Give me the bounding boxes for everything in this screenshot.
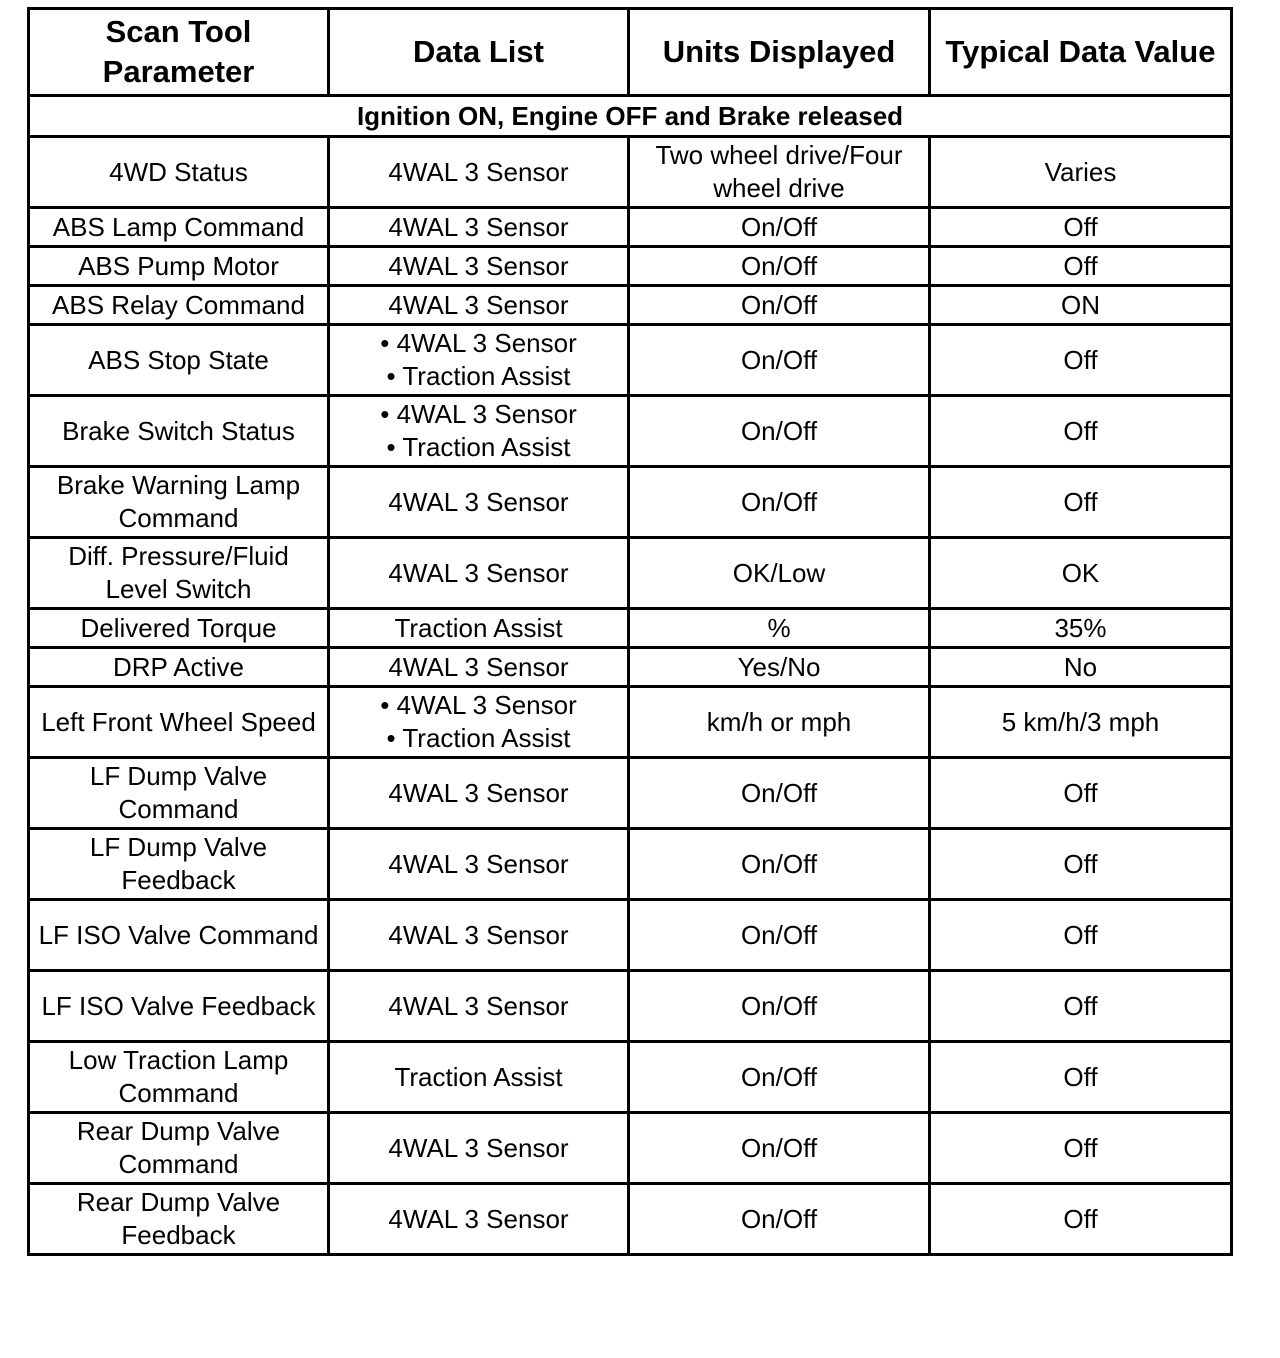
cell-parameter: LF Dump Valve Feedback xyxy=(29,829,329,900)
table-row xyxy=(29,325,1232,396)
table-row xyxy=(29,286,1232,325)
data-list-item: Traction Assist xyxy=(394,1061,563,1092)
data-list-item: 4WAL 3 Sensor xyxy=(388,651,569,682)
cell-units: On/Off xyxy=(629,1113,930,1184)
cell-parameter: DRP Active xyxy=(29,648,329,687)
data-list-item: 4WAL 3 Sensor xyxy=(388,919,569,950)
cell-data-list xyxy=(329,137,629,208)
cell-typical-value: Off xyxy=(930,1042,1232,1113)
data-list-item: 4WAL 3 Sensor xyxy=(388,156,569,187)
cell-data-list xyxy=(329,208,629,247)
data-list-item: 4WAL 3 Sensor xyxy=(388,777,569,808)
data-list-item: 4WAL 3 Sensor xyxy=(388,289,569,320)
header-row xyxy=(29,9,1232,96)
table-row xyxy=(29,1184,1232,1255)
cell-data-list xyxy=(329,1184,629,1255)
cell-typical-value: Off xyxy=(930,467,1232,538)
data-list-item: Traction Assist xyxy=(394,612,563,643)
cell-data-list xyxy=(329,396,629,467)
cell-parameter: ABS Stop State xyxy=(29,325,329,396)
table-row xyxy=(29,648,1232,687)
cell-units: km/h or mph xyxy=(629,687,930,758)
cell-parameter: ABS Pump Motor xyxy=(29,247,329,286)
cell-data-list xyxy=(329,971,629,1042)
cell-typical-value: Off xyxy=(930,900,1232,971)
cell-units: Yes/No xyxy=(629,648,930,687)
table-row xyxy=(29,137,1232,208)
table-row xyxy=(29,208,1232,247)
cell-typical-value: Off xyxy=(930,325,1232,396)
cell-parameter: Brake Warning Lamp Command xyxy=(29,467,329,538)
cell-units: On/Off xyxy=(629,396,930,467)
data-list-item: • Traction Assist xyxy=(386,432,571,462)
cell-units: On/Off xyxy=(629,467,930,538)
cell-parameter: Low Traction Lamp Command xyxy=(29,1042,329,1113)
cell-data-list xyxy=(329,538,629,609)
cell-data-list xyxy=(329,247,629,286)
scan-tool-data-table xyxy=(27,7,1233,1256)
table-row xyxy=(29,609,1232,648)
header-data-list: Data List xyxy=(329,9,629,96)
cell-data-list xyxy=(329,829,629,900)
cell-units: On/Off xyxy=(629,829,930,900)
table-row xyxy=(29,971,1232,1042)
cell-data-list xyxy=(329,900,629,971)
cell-units: On/Off xyxy=(629,286,930,325)
cell-data-list xyxy=(329,1042,629,1113)
data-list-item: 4WAL 3 Sensor xyxy=(388,848,569,879)
data-list-item: • 4WAL 3 Sensor xyxy=(380,690,577,720)
header-typical-data-value: Typical Data Value xyxy=(930,9,1232,96)
header-units-displayed: Units Displayed xyxy=(629,9,930,96)
cell-units: On/Off xyxy=(629,971,930,1042)
table-body xyxy=(29,96,1232,1255)
cell-typical-value: Off xyxy=(930,247,1232,286)
cell-data-list xyxy=(329,1113,629,1184)
data-list-item: • Traction Assist xyxy=(386,361,571,391)
cell-units: On/Off xyxy=(629,1184,930,1255)
cell-typical-value: Off xyxy=(930,829,1232,900)
data-list-item: 4WAL 3 Sensor xyxy=(388,211,569,242)
cell-data-list xyxy=(329,687,629,758)
data-list-item: 4WAL 3 Sensor xyxy=(388,990,569,1021)
cell-parameter: LF Dump Valve Command xyxy=(29,758,329,829)
cell-typical-value: Off xyxy=(930,971,1232,1042)
cell-units: On/Off xyxy=(629,900,930,971)
header-scan-tool-parameter: Scan Tool Parameter xyxy=(29,9,329,96)
data-list-item: 4WAL 3 Sensor xyxy=(388,1132,569,1163)
cell-units: On/Off xyxy=(629,247,930,286)
cell-data-list xyxy=(329,609,629,648)
cell-parameter: 4WD Status xyxy=(29,137,329,208)
cell-typical-value: No xyxy=(930,648,1232,687)
cell-typical-value: OK xyxy=(930,538,1232,609)
cell-typical-value: 5 km/h/3 mph xyxy=(930,687,1232,758)
cell-data-list xyxy=(329,648,629,687)
cell-data-list xyxy=(329,286,629,325)
data-list-item: 4WAL 3 Sensor xyxy=(388,557,569,588)
cell-data-list xyxy=(329,758,629,829)
cell-parameter: LF ISO Valve Command xyxy=(29,900,329,971)
cell-typical-value: ON xyxy=(930,286,1232,325)
cell-data-list xyxy=(329,325,629,396)
cell-units: On/Off xyxy=(629,325,930,396)
data-list-item: 4WAL 3 Sensor xyxy=(388,250,569,281)
cell-typical-value: Off xyxy=(930,758,1232,829)
cell-typical-value: Off xyxy=(930,1113,1232,1184)
data-list-item: • 4WAL 3 Sensor xyxy=(380,399,577,429)
section-label: Ignition ON, Engine OFF and Brake released xyxy=(29,96,1232,137)
table-row xyxy=(29,396,1232,467)
cell-parameter: Delivered Torque xyxy=(29,609,329,648)
cell-units: On/Off xyxy=(629,758,930,829)
cell-units: On/Off xyxy=(629,208,930,247)
cell-typical-value: Off xyxy=(930,1184,1232,1255)
data-list-item: • Traction Assist xyxy=(386,723,571,753)
table-row xyxy=(29,829,1232,900)
cell-typical-value: Off xyxy=(930,396,1232,467)
cell-parameter: LF ISO Valve Feedback xyxy=(29,971,329,1042)
data-list-item: 4WAL 3 Sensor xyxy=(388,486,569,517)
cell-parameter: Rear Dump Valve Feedback xyxy=(29,1184,329,1255)
cell-parameter: Diff. Pressure/Fluid Level Switch xyxy=(29,538,329,609)
table-row xyxy=(29,247,1232,286)
table-row xyxy=(29,467,1232,538)
cell-typical-value: Off xyxy=(930,208,1232,247)
cell-typical-value: 35% xyxy=(930,609,1232,648)
cell-units: % xyxy=(629,609,930,648)
table-row xyxy=(29,758,1232,829)
data-list-item: 4WAL 3 Sensor xyxy=(388,1203,569,1234)
cell-typical-value: Varies xyxy=(930,137,1232,208)
cell-parameter: Brake Switch Status xyxy=(29,396,329,467)
table-row xyxy=(29,900,1232,971)
cell-data-list xyxy=(329,467,629,538)
cell-units: On/Off xyxy=(629,1042,930,1113)
cell-parameter: Rear Dump Valve Command xyxy=(29,1113,329,1184)
data-list-item: • 4WAL 3 Sensor xyxy=(380,328,577,358)
cell-parameter: ABS Lamp Command xyxy=(29,208,329,247)
cell-parameter: Left Front Wheel Speed xyxy=(29,687,329,758)
table-row xyxy=(29,538,1232,609)
table-row xyxy=(29,1113,1232,1184)
section-row xyxy=(29,96,1232,137)
cell-units: Two wheel drive/Four wheel drive xyxy=(629,137,930,208)
cell-parameter: ABS Relay Command xyxy=(29,286,329,325)
cell-units: OK/Low xyxy=(629,538,930,609)
table-row xyxy=(29,1042,1232,1113)
table-row xyxy=(29,687,1232,758)
